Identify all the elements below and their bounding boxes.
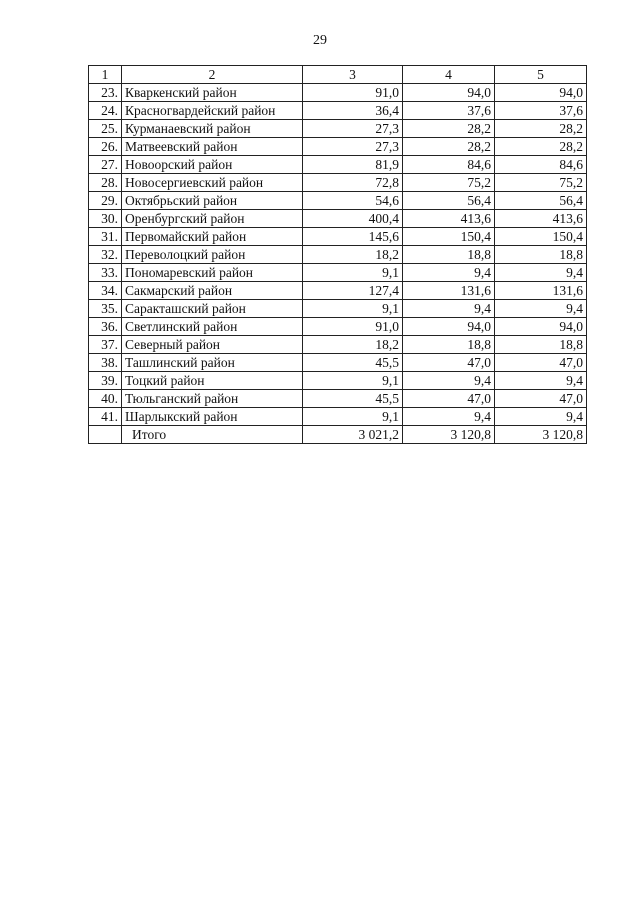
value-col-3: 45,5 bbox=[303, 390, 403, 408]
value-col-5: 18,8 bbox=[495, 246, 587, 264]
district-name: Красногвардейский район bbox=[122, 102, 303, 120]
row-index: 33. bbox=[89, 264, 122, 282]
value-col-3: 36,4 bbox=[303, 102, 403, 120]
table-row bbox=[89, 120, 587, 138]
page-number: 29 bbox=[313, 33, 327, 48]
value-col-3: 54,6 bbox=[303, 192, 403, 210]
district-name: Первомайский район bbox=[122, 228, 303, 246]
value-col-4: 47,0 bbox=[403, 354, 495, 372]
district-name: Новосергиевский район bbox=[122, 174, 303, 192]
value-col-4: 9,4 bbox=[403, 408, 495, 426]
value-col-5: 47,0 bbox=[495, 354, 587, 372]
total-value-col-4: 3 120,8 bbox=[403, 426, 495, 444]
value-col-5: 56,4 bbox=[495, 192, 587, 210]
district-name: Переволоцкий район bbox=[122, 246, 303, 264]
value-col-3: 9,1 bbox=[303, 264, 403, 282]
value-col-5: 9,4 bbox=[495, 264, 587, 282]
value-col-4: 56,4 bbox=[403, 192, 495, 210]
row-index: 41. bbox=[89, 408, 122, 426]
district-name: Матвеевский район bbox=[122, 138, 303, 156]
table-row bbox=[89, 372, 587, 390]
value-col-3: 91,0 bbox=[303, 318, 403, 336]
value-col-5: 94,0 bbox=[495, 318, 587, 336]
header-col-1: 1 bbox=[89, 66, 122, 84]
table-row bbox=[89, 84, 587, 102]
value-col-3: 9,1 bbox=[303, 300, 403, 318]
table-footer bbox=[89, 426, 587, 444]
value-col-5: 131,6 bbox=[495, 282, 587, 300]
row-index: 39. bbox=[89, 372, 122, 390]
district-name: Оренбургский район bbox=[122, 210, 303, 228]
value-col-3: 72,8 bbox=[303, 174, 403, 192]
value-col-4: 28,2 bbox=[403, 120, 495, 138]
district-name: Новоорский район bbox=[122, 156, 303, 174]
table-row bbox=[89, 228, 587, 246]
district-name: Кваркенский район bbox=[122, 84, 303, 102]
row-index: 40. bbox=[89, 390, 122, 408]
row-index: 27. bbox=[89, 156, 122, 174]
district-name: Ташлинский район bbox=[122, 354, 303, 372]
district-name: Саракташский район bbox=[122, 300, 303, 318]
table-row bbox=[89, 246, 587, 264]
table-row bbox=[89, 408, 587, 426]
row-index: 34. bbox=[89, 282, 122, 300]
table-row bbox=[89, 282, 587, 300]
value-col-3: 27,3 bbox=[303, 120, 403, 138]
value-col-4: 18,8 bbox=[403, 336, 495, 354]
row-index: 28. bbox=[89, 174, 122, 192]
value-col-5: 84,6 bbox=[495, 156, 587, 174]
row-index: 25. bbox=[89, 120, 122, 138]
value-col-4: 9,4 bbox=[403, 300, 495, 318]
table-header bbox=[89, 66, 587, 84]
district-name: Пономаревский район bbox=[122, 264, 303, 282]
table-row bbox=[89, 210, 587, 228]
value-col-5: 9,4 bbox=[495, 300, 587, 318]
table-row bbox=[89, 264, 587, 282]
value-col-4: 413,6 bbox=[403, 210, 495, 228]
header-col-5: 5 bbox=[495, 66, 587, 84]
row-index: 36. bbox=[89, 318, 122, 336]
row-index: 23. bbox=[89, 84, 122, 102]
value-col-5: 28,2 bbox=[495, 138, 587, 156]
value-col-3: 91,0 bbox=[303, 84, 403, 102]
value-col-3: 81,9 bbox=[303, 156, 403, 174]
table-row bbox=[89, 156, 587, 174]
district-name: Октябрьский район bbox=[122, 192, 303, 210]
value-col-4: 150,4 bbox=[403, 228, 495, 246]
value-col-5: 150,4 bbox=[495, 228, 587, 246]
table-row bbox=[89, 336, 587, 354]
allocation-table bbox=[88, 65, 587, 444]
value-col-3: 27,3 bbox=[303, 138, 403, 156]
value-col-5: 9,4 bbox=[495, 408, 587, 426]
table-body bbox=[89, 84, 587, 426]
value-col-5: 47,0 bbox=[495, 390, 587, 408]
district-name: Северный район bbox=[122, 336, 303, 354]
value-col-3: 18,2 bbox=[303, 246, 403, 264]
district-name: Шарлыкский район bbox=[122, 408, 303, 426]
value-col-4: 18,8 bbox=[403, 246, 495, 264]
table-row bbox=[89, 192, 587, 210]
value-col-4: 84,6 bbox=[403, 156, 495, 174]
value-col-5: 28,2 bbox=[495, 120, 587, 138]
value-col-3: 145,6 bbox=[303, 228, 403, 246]
district-name: Тоцкий район bbox=[122, 372, 303, 390]
value-col-5: 94,0 bbox=[495, 84, 587, 102]
header-col-2: 2 bbox=[122, 66, 303, 84]
header-col-3: 3 bbox=[303, 66, 403, 84]
value-col-5: 37,6 bbox=[495, 102, 587, 120]
row-index: 29. bbox=[89, 192, 122, 210]
district-name: Светлинский район bbox=[122, 318, 303, 336]
value-col-4: 94,0 bbox=[403, 84, 495, 102]
value-col-3: 18,2 bbox=[303, 336, 403, 354]
row-index: 31. bbox=[89, 228, 122, 246]
district-name: Тюльганский район bbox=[122, 390, 303, 408]
value-col-4: 9,4 bbox=[403, 372, 495, 390]
value-col-4: 28,2 bbox=[403, 138, 495, 156]
value-col-4: 37,6 bbox=[403, 102, 495, 120]
row-index: 32. bbox=[89, 246, 122, 264]
value-col-4: 94,0 bbox=[403, 318, 495, 336]
value-col-5: 18,8 bbox=[495, 336, 587, 354]
value-col-5: 75,2 bbox=[495, 174, 587, 192]
value-col-3: 9,1 bbox=[303, 408, 403, 426]
row-index: 35. bbox=[89, 300, 122, 318]
total-row bbox=[89, 426, 587, 444]
district-name: Курманаевский район bbox=[122, 120, 303, 138]
total-label: Итого bbox=[122, 426, 303, 444]
district-name: Сакмарский район bbox=[122, 282, 303, 300]
value-col-3: 127,4 bbox=[303, 282, 403, 300]
table-row bbox=[89, 174, 587, 192]
header-row bbox=[89, 66, 587, 84]
value-col-3: 400,4 bbox=[303, 210, 403, 228]
total-index-cell bbox=[89, 426, 122, 444]
row-index: 30. bbox=[89, 210, 122, 228]
row-index: 24. bbox=[89, 102, 122, 120]
row-index: 26. bbox=[89, 138, 122, 156]
value-col-3: 45,5 bbox=[303, 354, 403, 372]
table-row bbox=[89, 390, 587, 408]
value-col-5: 9,4 bbox=[495, 372, 587, 390]
value-col-5: 413,6 bbox=[495, 210, 587, 228]
table-row bbox=[89, 102, 587, 120]
row-index: 38. bbox=[89, 354, 122, 372]
header-col-4: 4 bbox=[403, 66, 495, 84]
value-col-4: 47,0 bbox=[403, 390, 495, 408]
total-value-col-5: 3 120,8 bbox=[495, 426, 587, 444]
table-row bbox=[89, 138, 587, 156]
table-row bbox=[89, 354, 587, 372]
value-col-3: 9,1 bbox=[303, 372, 403, 390]
total-value-col-3: 3 021,2 bbox=[303, 426, 403, 444]
value-col-4: 9,4 bbox=[403, 264, 495, 282]
table-row bbox=[89, 300, 587, 318]
row-index: 37. bbox=[89, 336, 122, 354]
table-row bbox=[89, 318, 587, 336]
value-col-4: 75,2 bbox=[403, 174, 495, 192]
value-col-4: 131,6 bbox=[403, 282, 495, 300]
